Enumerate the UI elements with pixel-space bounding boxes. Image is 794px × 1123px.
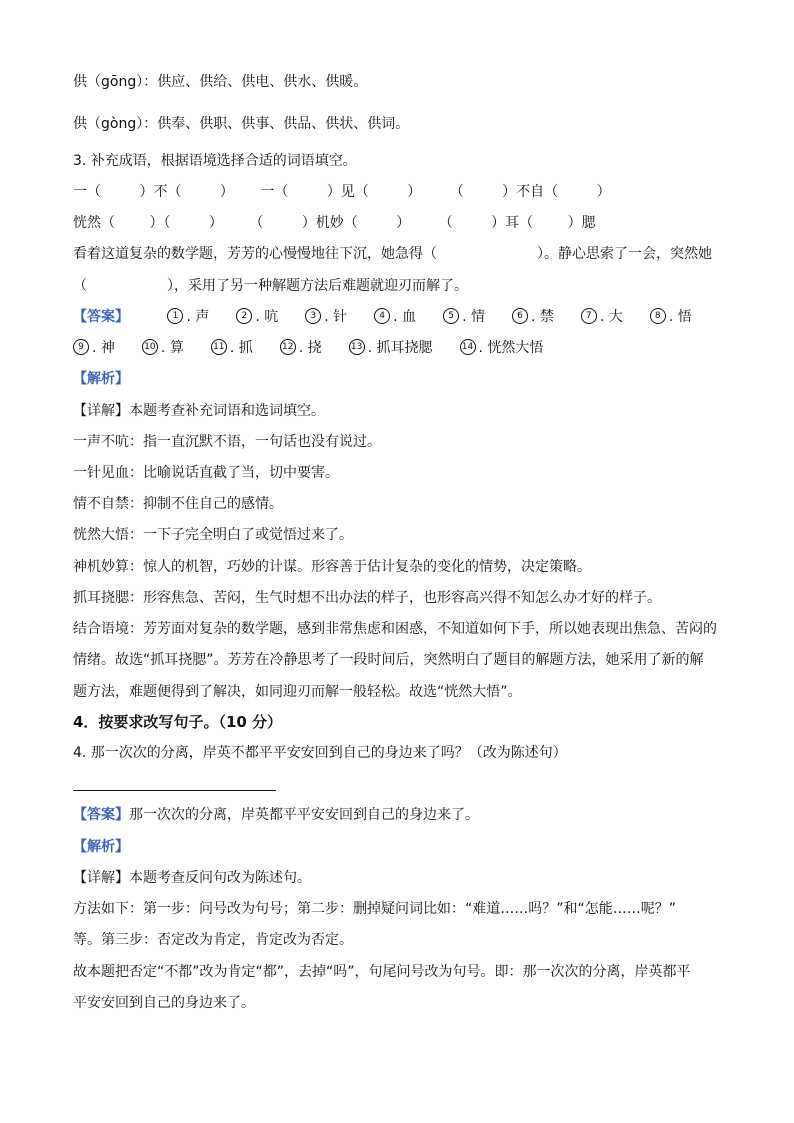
text: ）: [596, 184, 611, 200]
text: ）机妙（: [301, 215, 358, 231]
text: ）: [219, 184, 234, 200]
text: ）耳（: [491, 215, 534, 231]
q4-question: 4. 那一次次的分离，岸英不都平平安安回到自己的身边来了吗？（改为陈述句）: [73, 745, 567, 761]
text: ）不自（: [502, 184, 559, 200]
answer-number: 4: [374, 308, 390, 324]
q4-explain-4: 平安安回到自己的身边来了。: [73, 995, 255, 1011]
answer-number: 12: [280, 339, 296, 355]
text: 看着这道复杂的数学题，芳芳的心慢慢地往下沉，她急得（: [73, 246, 437, 262]
answer-number: 3: [305, 308, 321, 324]
answer-text: 悟: [677, 309, 692, 325]
q4-explain-3: 故本题把否定“不都”改为肯定“都”，去掉“吗”，句尾问号改为句号。即：那一次次的分离，岸英都平: [73, 964, 691, 980]
answer-text: 禁: [539, 309, 554, 325]
answer-number: 6: [512, 308, 528, 324]
answer-text: 算: [169, 340, 184, 356]
text: ），采用了另一种解题方法后难题就迎刃而解了。: [167, 278, 468, 294]
pinyin-line-2: 供（gòng）：供奉、供职、供事、供品、供状、供词。: [73, 116, 410, 132]
answer-number: 5: [443, 308, 459, 324]
answer-text: 恍然大悟: [487, 340, 544, 356]
answer-item: 2 . 吭: [236, 307, 278, 327]
q4-detail: 【详解】本题考查反问句改为陈述句。: [73, 870, 311, 886]
text: ）见（: [326, 184, 369, 200]
answer-item: 7 . 大: [581, 307, 623, 327]
text: （: [249, 215, 264, 231]
answer-text: 声: [195, 309, 210, 325]
answer-label: 【答案】: [73, 807, 129, 823]
text: （: [73, 278, 87, 294]
q3-explain-9: 题方法，难题便得到了解决，如同迎刃而解一般轻松。故选“恍然大悟”。: [73, 684, 522, 700]
answer-item: 6 . 禁: [512, 307, 554, 327]
text: ）不（: [139, 184, 182, 200]
answer-number: 10: [142, 339, 158, 355]
answer-number: 1: [167, 308, 183, 324]
q3-row2: [73, 213, 596, 233]
q4-answer: [73, 805, 479, 825]
text: ）（: [149, 215, 171, 231]
answer-item: 3 . 针: [305, 307, 347, 327]
q3-answer-row-2: [73, 338, 543, 358]
q4-section-title: 4．按要求改写句子。（10 分）: [73, 713, 283, 731]
answer-item: 12 . 挠: [280, 338, 322, 358]
answer-text: 抓耳挠腮: [376, 340, 433, 356]
answer-text: 情: [470, 309, 485, 325]
text: ）: [407, 184, 422, 200]
q3-context-line-2: [73, 276, 468, 296]
q3-row1: [73, 182, 611, 202]
answer-item: 14 . 恍然大悟: [460, 338, 544, 358]
q3-explain-8: 情绪。故选“抓耳挠腮”。芳芳在冷静思考了一段时间后，突然明白了题目的解题方法，她采用了新的解: [73, 652, 704, 668]
q3-explain-5: 神机妙算：惊人的机智，巧妙的计谋。形容善于估计复杂的变化的情势，决定策略。: [73, 559, 591, 575]
answer-text: 抓: [238, 340, 253, 356]
answer-label: 【答案】: [73, 309, 129, 325]
answer-number: 9: [73, 339, 89, 355]
answer-text: 血: [402, 309, 417, 325]
answer-item: 13 . 抓耳挠腮: [349, 338, 433, 358]
answer-number: 13: [349, 339, 365, 355]
q3-detail: 【详解】本题考查补充词语和选词填空。: [73, 403, 325, 419]
q4-analysis-label: 【解析】: [73, 839, 129, 855]
q3-analysis-label: 【解析】: [73, 371, 129, 387]
answer-text: 针: [333, 309, 348, 325]
q4-explain-1: 方法如下：第一步：问号改为句号；第二步：删掉疑问词比如：“难道……吗？”和“怎能……呢？”: [73, 901, 677, 917]
answer-item: 1 . 声: [167, 307, 209, 327]
answer-text: 挠: [307, 340, 322, 356]
answer-number: 8: [650, 308, 666, 324]
answer-item: 5 . 情: [443, 307, 485, 327]
text: ）腮: [567, 215, 596, 231]
q3-explain-2: 一针见血：比喻说话直截了当，切中要害。: [73, 465, 339, 481]
q3-title: 3. 补充成语，根据语境选择合适的词语填空。: [73, 153, 357, 169]
answer-item: 10 . 算: [142, 338, 184, 358]
answer-text: 那一次次的分离，岸英都平平安安回到自己的身边来了。: [129, 807, 479, 823]
text: （: [438, 215, 453, 231]
q4-answer-line: [73, 790, 276, 791]
answer-item: 9 . 神: [73, 338, 115, 358]
text: （: [449, 184, 464, 200]
text: ）: [396, 215, 411, 231]
q3-explain-3: 情不自禁：抑制不住自己的感情。: [73, 496, 283, 512]
q3-explain-4: 恍然大悟：一下子完全明白了或觉悟过来了。: [73, 527, 353, 543]
q3-explain-1: 一声不吭：指一直沉默不语，一句话也没有说过。: [73, 434, 381, 450]
text: ）: [208, 215, 223, 231]
answer-text: 神: [100, 340, 115, 356]
q4-explain-2: 等。第三步：否定改为肯定，肯定改为否定。: [73, 932, 353, 948]
q3-explain-7: 结合语境：芳芳面对复杂的数学题，感到非常焦虑和困惑，不知道如何下手，所以她表现出焦急、苦闷的: [73, 621, 717, 637]
q3-context-line-1: [73, 244, 712, 264]
answer-text: 大: [608, 309, 623, 325]
answer-item: 4 . 血: [374, 307, 416, 327]
answer-item: 11 . 抓: [211, 338, 253, 358]
text: 一（: [260, 184, 289, 200]
answer-number: 14: [460, 339, 476, 355]
text: ）。静心思索了一会，突然她: [537, 246, 712, 262]
answer-number: 2: [236, 308, 252, 324]
answer-text: 吭: [264, 309, 279, 325]
q3-answer-row-1: [73, 307, 692, 327]
answer-item: 8 . 悟: [650, 307, 692, 327]
text: 一（: [73, 184, 101, 200]
pinyin-line-1: 供（gōng）：供应、供给、供电、供水、供暖。: [73, 74, 368, 90]
q3-explain-6: 抓耳挠腮：形容焦急、苦闷，生气时想不出办法的样子，也形容高兴得不知怎么办才好的样子。: [73, 590, 661, 606]
answer-number: 11: [211, 339, 227, 355]
answer-number: 7: [581, 308, 597, 324]
text: 恍然（: [73, 215, 115, 231]
